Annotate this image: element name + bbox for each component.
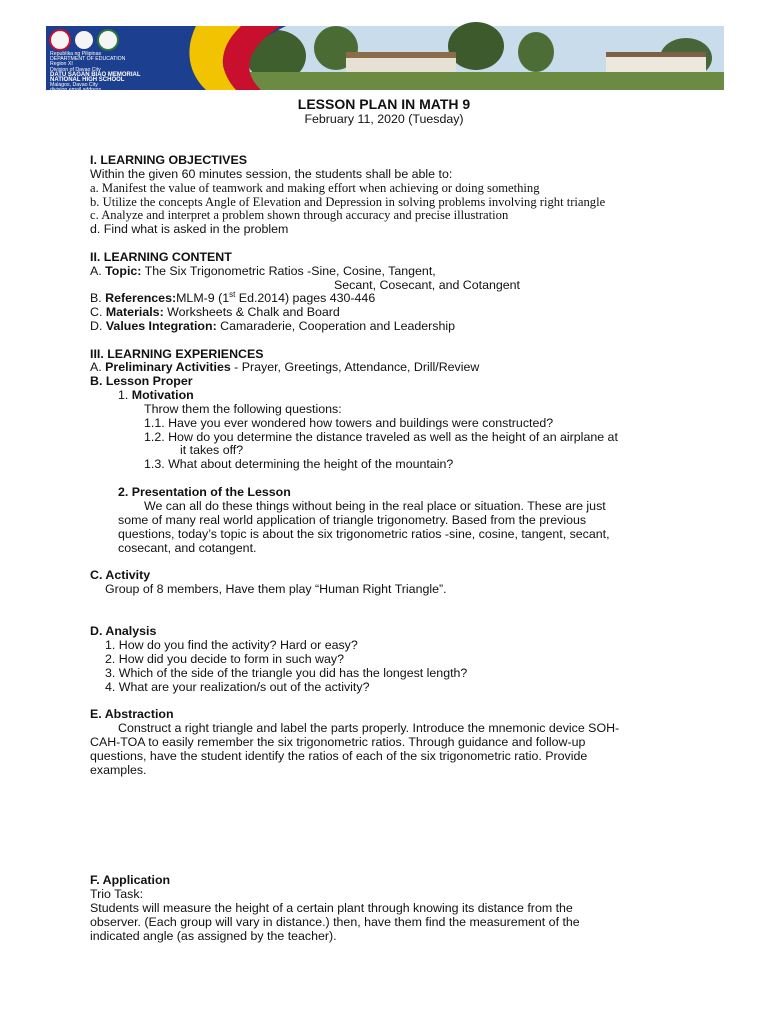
ref-sup: st: [229, 289, 236, 299]
abstraction-heading: E. Abstraction: [90, 707, 174, 721]
analysis-item: 2. How did you decide to form in such way?: [105, 652, 344, 666]
lesson-date: February 11, 2020 (Tuesday): [304, 112, 464, 126]
ref-label: References:: [105, 291, 177, 305]
lesson-title: LESSON PLAN IN MATH 9: [297, 96, 471, 112]
presentation-line: We can all do these things without being in the real place or situation. These are just: [144, 499, 606, 513]
mat-prefix: C.: [90, 305, 106, 319]
ref-value-2: Ed.2014) pages 430-446: [235, 291, 376, 305]
activity-text: Group of 8 members, Have them play “Human Right Triangle”.: [105, 582, 447, 596]
experiences-heading: III. LEARNING EXPERIENCES: [90, 347, 264, 361]
school-line: Division of Davao City: [50, 66, 101, 73]
abstraction-line: CAH-TOA to easily remember the six trigonometric ratios. Through guidance and follow-up: [90, 735, 586, 749]
presentation-line: cosecant, and cotangent.: [118, 541, 257, 555]
school-line: Malagos, Davao City: [50, 82, 98, 89]
application-heading: F. Application: [90, 873, 171, 887]
school-line: Republika ng Pilipinas: [50, 51, 102, 57]
presentation-line: some of many real world application of triangle trigonometry. Based from the previous: [118, 513, 587, 527]
school-line: DATU SAGAN BIAO MEMORIAL: [50, 71, 141, 78]
throw-questions: Throw them the following questions:: [144, 402, 342, 416]
presentation-heading: 2. Presentation of the Lesson: [118, 485, 291, 499]
val-value: Camaraderie, Cooperation and Leadership: [216, 319, 456, 333]
objective-b: b. Utilize the concepts Angle of Elevation and Depression in solving problems involving right triangle: [90, 195, 606, 209]
mat-label: Materials:: [105, 305, 164, 319]
school-line: division email address: [50, 87, 102, 94]
school-address-lines: [50, 52, 220, 94]
motivation-line: [118, 388, 194, 402]
val-label: Values Integration:: [105, 319, 217, 333]
school-line: DEPARTMENT OF EDUCATION: [50, 56, 126, 63]
mat-value: Worksheets & Chalk and Board: [163, 305, 340, 319]
question-1-1: 1.1. Have you ever wondered how towers and buildings were constructed?: [144, 416, 554, 430]
analysis-item: 1. How do you find the activity? Hard or easy?: [105, 638, 358, 652]
objective-a: a. Manifest the value of teamwork and making effort when achieving or doing something: [90, 181, 540, 195]
objectives-intro: Within the given 60 minutes session, the students shall be able to:: [90, 167, 453, 181]
pre-prefix: A.: [90, 360, 106, 374]
preliminary-line: [90, 360, 479, 374]
values-line: [90, 319, 455, 333]
references-line: [90, 291, 375, 305]
topic-label: Topic:: [105, 264, 142, 278]
ref-value: MLM-9 (1: [176, 291, 230, 305]
objectives-heading: I. LEARNING OBJECTIVES: [90, 153, 247, 167]
analysis-heading: D. Analysis: [90, 624, 157, 638]
question-1-2: 1.2. How do you determine the distance traveled as well as the height of an airplane at: [144, 430, 618, 444]
application-sub: Trio Task:: [90, 887, 144, 901]
abstraction-line: examples.: [90, 763, 147, 777]
question-1-2-cont: it takes off?: [180, 443, 244, 457]
ref-prefix: B.: [90, 291, 106, 305]
content-heading: II. LEARNING CONTENT: [90, 250, 232, 264]
analysis-item: 4. What are your realization/s out of the activity?: [105, 680, 370, 694]
materials-line: [90, 305, 340, 319]
topic-prefix: A.: [90, 264, 106, 278]
question-1-3: 1.3. What about determining the height of the mountain?: [144, 457, 454, 471]
school-line: Region XI: [50, 61, 73, 68]
application-line: indicated angle (as assigned by the teacher).: [90, 929, 337, 943]
activity-heading: C. Activity: [90, 568, 151, 582]
pre-value: - Prayer, Greetings, Attendance, Drill/Review: [230, 360, 480, 374]
pre-label: Preliminary Activities: [105, 360, 231, 374]
analysis-item: 3. Which of the side of the triangle you did has the longest length?: [105, 666, 468, 680]
topic-line: [90, 264, 436, 278]
topic-value: The Six Trigonometric Ratios -Sine, Cosine, Tangent,: [141, 264, 436, 278]
abstraction-line: questions, have the student identify the ratios of each of the six trigonometric ratio. Provide: [90, 749, 588, 763]
presentation-line: questions, today’s topic is about the six trigonometric ratios -sine, cosine, tangent, secant,: [118, 527, 610, 541]
mot-label: Motivation: [131, 388, 194, 402]
topic-continuation: Secant, Cosecant, and Cotangent: [334, 278, 520, 292]
school-line: NATIONAL HIGH SCHOOL: [50, 77, 125, 84]
application-line: observer. (Each group will vary in distance.) then, have them find the measurement of the: [90, 915, 580, 929]
objective-c: c. Analyze and interpret a problem shown through accuracy and precise illustration: [90, 208, 509, 222]
header-banner: [46, 26, 724, 94]
mot-prefix: 1.: [118, 388, 132, 402]
objective-d: d. Find what is asked in the problem: [90, 222, 289, 236]
val-prefix: D.: [90, 319, 106, 333]
abstraction-line: Construct a right triangle and label the parts properly. Introduce the mnemonic device SOH-: [118, 721, 620, 735]
lesson-proper-heading: B. Lesson Proper: [90, 374, 193, 388]
application-line: Students will measure the height of a certain plant through knowing its distance from the: [90, 901, 573, 915]
